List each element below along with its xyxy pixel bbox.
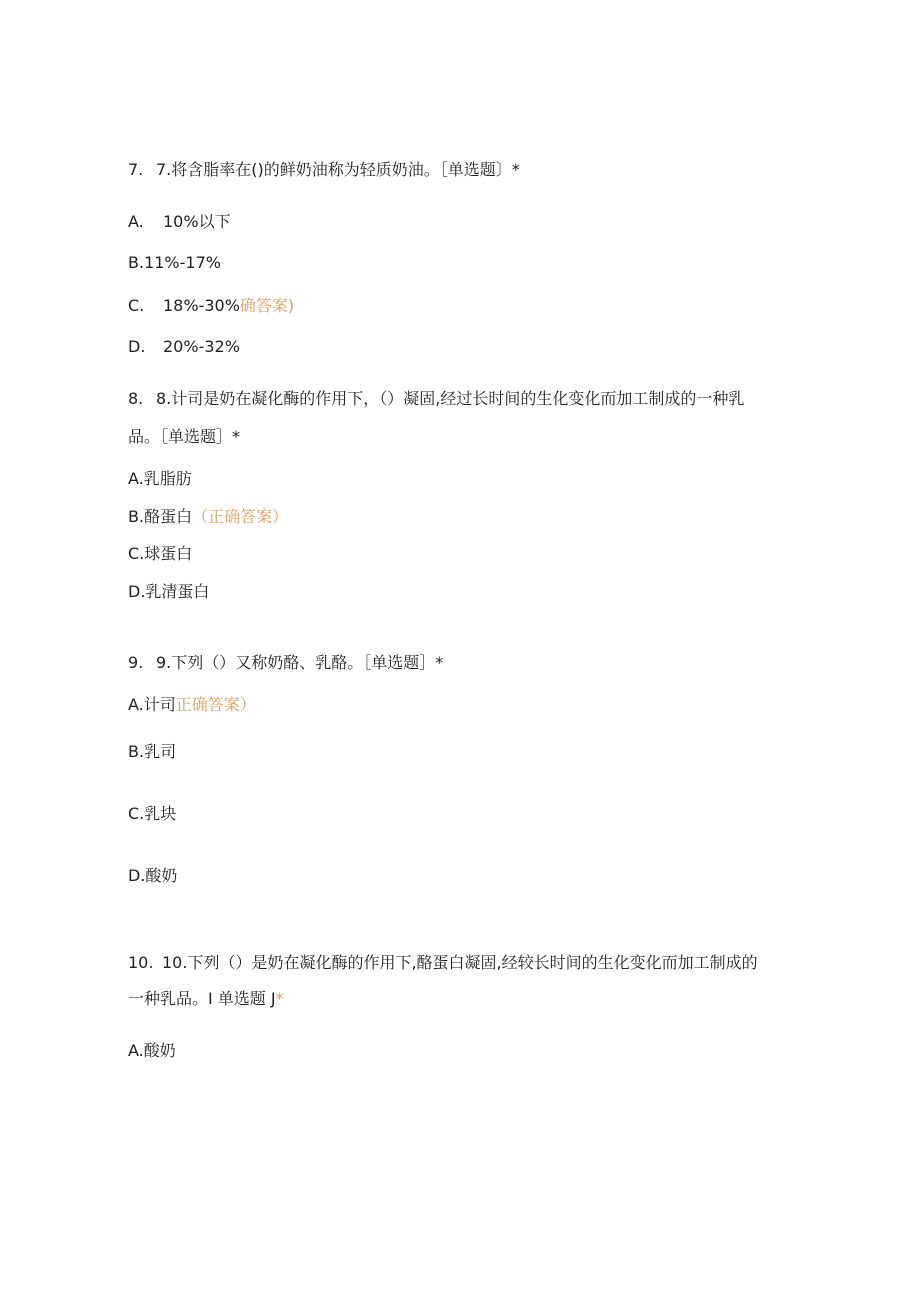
question-10-stem-line-2 <box>128 989 284 1009</box>
question-number: 9. <box>128 653 144 672</box>
option-text: 乳清蛋白 <box>145 582 210 601</box>
option-letter: A. <box>128 469 144 488</box>
option-b[interactable] <box>128 742 176 762</box>
option-text: 乳脂肪 <box>143 469 192 488</box>
option-c[interactable] <box>128 296 294 316</box>
option-c[interactable] <box>128 804 176 824</box>
option-letter: D. <box>128 337 146 356</box>
question-text: 品。［单选题］* <box>128 427 241 446</box>
option-text: 酸奶 <box>145 866 178 885</box>
question-number: 7. <box>128 160 144 179</box>
question-8-stem-line-2 <box>128 427 240 447</box>
option-b[interactable] <box>128 507 288 527</box>
option-text: 球蛋白 <box>144 544 193 563</box>
question-7-stem <box>128 160 520 180</box>
option-c[interactable] <box>128 544 192 564</box>
option-d[interactable] <box>128 337 240 357</box>
option-text: 乳司 <box>144 742 177 761</box>
correct-answer-tag: （正确答案） <box>192 507 289 526</box>
question-10-stem-line-1 <box>128 953 758 973</box>
required-star: * <box>275 989 284 1008</box>
option-text: 计司 <box>143 695 176 714</box>
option-letter: B. <box>128 742 145 761</box>
option-text: 18%-30% <box>163 296 240 315</box>
correct-answer-tag: 正确答案） <box>175 695 256 714</box>
option-letter: A. <box>128 1041 144 1060</box>
question-text: 7.将含脂率在()的鲜奶油称为轻质奶油。［单选题〕* <box>156 160 520 179</box>
option-a[interactable] <box>128 695 256 715</box>
option-letter: C. <box>128 296 145 315</box>
option-a[interactable] <box>128 212 231 232</box>
option-a[interactable] <box>128 1041 176 1061</box>
option-b[interactable] <box>128 253 221 273</box>
question-9-stem <box>128 653 443 673</box>
question-number: 10. <box>128 953 154 972</box>
option-letter: B. <box>128 507 145 526</box>
option-letter: A. <box>128 212 144 231</box>
option-a[interactable] <box>128 469 192 489</box>
option-text: 10%以下 <box>163 212 231 231</box>
question-text: 8.计司是奶在凝化酶的作用下，（）凝固,经过长时间的生化变化而加工制成的一种乳 <box>156 389 745 408</box>
option-text: 20%-32% <box>163 337 240 356</box>
option-letter: A. <box>128 695 144 714</box>
option-letter: B. <box>128 253 145 272</box>
question-number: 8. <box>128 389 144 408</box>
correct-answer-tag: 确答案) <box>239 296 295 315</box>
option-letter: D. <box>128 582 146 601</box>
option-text: 乳块 <box>144 804 177 823</box>
question-text: 一种乳品。I 单选题 J <box>128 989 276 1008</box>
option-letter: C. <box>128 544 145 563</box>
option-text: 11%-17% <box>144 253 221 272</box>
option-d[interactable] <box>128 582 209 602</box>
option-letter: D. <box>128 866 146 885</box>
option-text: 酸奶 <box>143 1041 176 1060</box>
question-text: 10.下列（）是奶在凝化酶的作用下,酪蛋白凝固,经较长时间的生化变化而加工制成的 <box>162 953 758 972</box>
option-letter: C. <box>128 804 145 823</box>
question-text: 9.下列（）又称奶酪、乳酪。［单选题］* <box>156 653 444 672</box>
option-text: 酪蛋白 <box>144 507 193 526</box>
question-8-stem-line-1 <box>128 389 744 409</box>
option-d[interactable] <box>128 866 177 886</box>
